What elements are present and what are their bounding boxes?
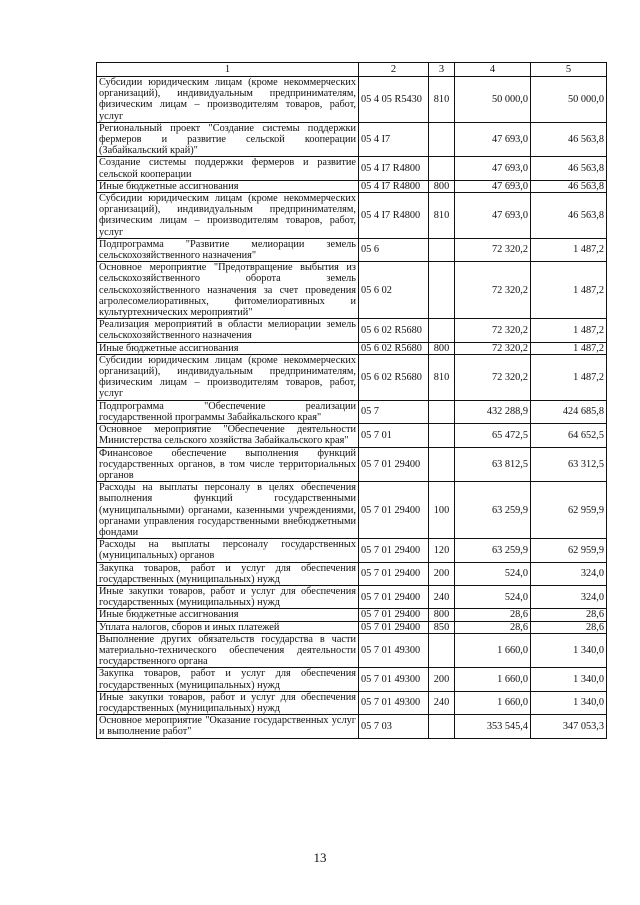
row-amount-col4-cell: 524,0 xyxy=(455,562,531,585)
row-name-cell: Закупка товаров, работ и услуг для обеспечения государственных (муниципальных) нужд xyxy=(97,668,359,691)
table-row xyxy=(97,319,607,342)
row-code-cell: 05 6 xyxy=(359,238,429,261)
row-name-cell: Создание системы поддержки фермеров и развитие сельской кооперации xyxy=(97,157,359,180)
table-header-row xyxy=(97,63,607,77)
row-amount-col4-cell: 47 693,0 xyxy=(455,180,531,192)
header-col-4: 4 xyxy=(455,63,531,77)
row-name-cell: Выполнение других обязательств государства в части материально-технического обеспечения деятельности государственного органа xyxy=(97,633,359,668)
row-expense-type-cell: 240 xyxy=(429,585,455,608)
row-amount-col4-cell: 72 320,2 xyxy=(455,238,531,261)
row-amount-col4-cell: 72 320,2 xyxy=(455,319,531,342)
row-name-cell: Расходы на выплаты персоналу в целях обеспечения выполнения функций государственными (муниципальными) органами, казенными учреждениями, органами управления государственными внебюджетными фондами xyxy=(97,482,359,539)
row-expense-type-cell: 240 xyxy=(429,691,455,714)
row-amount-col5-cell: 1 487,2 xyxy=(531,319,607,342)
row-code-cell: 05 7 03 xyxy=(359,715,429,738)
row-amount-col4-cell: 47 693,0 xyxy=(455,193,531,239)
row-amount-col4-cell: 28,6 xyxy=(455,621,531,633)
row-code-cell: 05 7 01 29400 xyxy=(359,447,429,482)
row-amount-col5-cell: 62 959,9 xyxy=(531,482,607,539)
row-amount-col5-cell: 28,6 xyxy=(531,609,607,621)
row-name-cell: Подпрограмма "Обеспечение реализации государственной программы Забайкальского края" xyxy=(97,400,359,423)
row-amount-col4-cell: 72 320,2 xyxy=(455,354,531,400)
row-expense-type-cell: 810 xyxy=(429,354,455,400)
row-amount-col4-cell: 28,6 xyxy=(455,609,531,621)
row-code-cell: 05 7 01 29400 xyxy=(359,482,429,539)
table-row xyxy=(97,668,607,691)
row-amount-col4-cell: 63 259,9 xyxy=(455,482,531,539)
row-expense-type-cell xyxy=(429,424,455,447)
row-code-cell: 05 7 01 29400 xyxy=(359,621,429,633)
row-amount-col5-cell: 424 685,8 xyxy=(531,400,607,423)
row-amount-col5-cell: 64 652,5 xyxy=(531,424,607,447)
row-amount-col5-cell: 1 487,2 xyxy=(531,342,607,354)
row-amount-col5-cell: 347 053,3 xyxy=(531,715,607,738)
header-col-3: 3 xyxy=(429,63,455,77)
row-code-cell: 05 6 02 R5680 xyxy=(359,319,429,342)
table-body xyxy=(97,77,607,739)
row-name-cell: Основное мероприятие "Предотвращение выбытия из сельскохозяйственного оборота земель сельскохозяйственного назначения за счет проведения агролесомелиоративных, фитомелиоративных и культуртехнических мероприятий" xyxy=(97,262,359,319)
table-row xyxy=(97,447,607,482)
row-code-cell: 05 7 01 29400 xyxy=(359,609,429,621)
row-expense-type-cell xyxy=(429,157,455,180)
header-col-1: 1 xyxy=(97,63,359,77)
table-row xyxy=(97,354,607,400)
table-row xyxy=(97,400,607,423)
row-name-cell: Иные бюджетные ассигнования xyxy=(97,342,359,354)
row-expense-type-cell: 800 xyxy=(429,609,455,621)
row-expense-type-cell xyxy=(429,262,455,319)
row-name-cell: Закупка товаров, работ и услуг для обеспечения государственных (муниципальных) нужд xyxy=(97,562,359,585)
table-row xyxy=(97,77,607,123)
row-code-cell: 05 7 01 49300 xyxy=(359,668,429,691)
row-expense-type-cell xyxy=(429,400,455,423)
row-amount-col4-cell: 47 693,0 xyxy=(455,122,531,157)
table-row xyxy=(97,262,607,319)
row-code-cell: 05 7 01 29400 xyxy=(359,562,429,585)
row-name-cell: Субсидии юридическим лицам (кроме некоммерческих организаций), индивидуальным предпринимателям, физическим лицам – производителям товаров, работ, услуг xyxy=(97,354,359,400)
row-amount-col5-cell: 46 563,8 xyxy=(531,157,607,180)
row-expense-type-cell: 810 xyxy=(429,193,455,239)
row-expense-type-cell: 800 xyxy=(429,342,455,354)
row-amount-col4-cell: 432 288,9 xyxy=(455,400,531,423)
row-name-cell: Субсидии юридическим лицам (кроме некоммерческих организаций), индивидуальным предпринимателям, физическим лицам – производителям товаров, работ, услуг xyxy=(97,77,359,123)
row-name-cell: Иные бюджетные ассигнования xyxy=(97,609,359,621)
header-col-2: 2 xyxy=(359,63,429,77)
row-amount-col5-cell: 1 340,0 xyxy=(531,668,607,691)
row-amount-col5-cell: 50 000,0 xyxy=(531,77,607,123)
row-amount-col4-cell: 63 812,5 xyxy=(455,447,531,482)
table-row xyxy=(97,424,607,447)
row-code-cell: 05 7 01 49300 xyxy=(359,633,429,668)
row-amount-col5-cell: 46 563,8 xyxy=(531,180,607,192)
row-code-cell: 05 7 01 49300 xyxy=(359,691,429,714)
row-amount-col4-cell: 63 259,9 xyxy=(455,539,531,562)
table-row xyxy=(97,482,607,539)
row-code-cell: 05 6 02 R5680 xyxy=(359,342,429,354)
table-row xyxy=(97,691,607,714)
page-number: 13 xyxy=(313,850,327,865)
row-name-cell: Основное мероприятие "Оказание государственных услуг и выполнение работ" xyxy=(97,715,359,738)
table-row xyxy=(97,633,607,668)
table-row xyxy=(97,621,607,633)
row-expense-type-cell: 850 xyxy=(429,621,455,633)
row-amount-col5-cell: 1 487,2 xyxy=(531,262,607,319)
table-row xyxy=(97,157,607,180)
table-row xyxy=(97,715,607,738)
row-name-cell: Иные закупки товаров, работ и услуг для обеспечения государственных (муниципальных) нужд xyxy=(97,691,359,714)
table-row xyxy=(97,585,607,608)
row-amount-col4-cell: 65 472,5 xyxy=(455,424,531,447)
row-name-cell: Региональный проект "Создание системы поддержки фермеров и развитие сельской кооперации (Забайкальский край)" xyxy=(97,122,359,157)
row-expense-type-cell: 120 xyxy=(429,539,455,562)
row-amount-col5-cell: 1 487,2 xyxy=(531,238,607,261)
row-name-cell: Субсидии юридическим лицам (кроме некоммерческих организаций), индивидуальным предпринимателям, физическим лицам – производителям товаров, работ, услуг xyxy=(97,193,359,239)
row-code-cell: 05 7 01 29400 xyxy=(359,585,429,608)
row-amount-col4-cell: 1 660,0 xyxy=(455,691,531,714)
table-row xyxy=(97,609,607,621)
row-amount-col5-cell: 46 563,8 xyxy=(531,122,607,157)
table-row xyxy=(97,238,607,261)
row-name-cell: Основное мероприятие "Обеспечение деятельности Министерства сельского хозяйства Забайкальского края" xyxy=(97,424,359,447)
row-expense-type-cell xyxy=(429,447,455,482)
row-amount-col5-cell: 63 312,5 xyxy=(531,447,607,482)
row-expense-type-cell: 800 xyxy=(429,180,455,192)
row-amount-col5-cell: 46 563,8 xyxy=(531,193,607,239)
row-code-cell: 05 6 02 R5680 xyxy=(359,354,429,400)
row-amount-col4-cell: 1 660,0 xyxy=(455,633,531,668)
row-code-cell: 05 4 I7 xyxy=(359,122,429,157)
header-col-5: 5 xyxy=(531,63,607,77)
row-expense-type-cell xyxy=(429,319,455,342)
row-expense-type-cell: 100 xyxy=(429,482,455,539)
row-expense-type-cell xyxy=(429,122,455,157)
table-row xyxy=(97,180,607,192)
row-expense-type-cell: 200 xyxy=(429,668,455,691)
table-row xyxy=(97,193,607,239)
row-name-cell: Иные бюджетные ассигнования xyxy=(97,180,359,192)
row-code-cell: 05 6 02 xyxy=(359,262,429,319)
row-code-cell: 05 4 I7 R4800 xyxy=(359,180,429,192)
row-amount-col4-cell: 72 320,2 xyxy=(455,262,531,319)
row-name-cell: Подпрограмма "Развитие мелиорации земель сельскохозяйственного назначения" xyxy=(97,238,359,261)
row-amount-col5-cell: 324,0 xyxy=(531,562,607,585)
row-expense-type-cell: 200 xyxy=(429,562,455,585)
row-amount-col5-cell: 1 487,2 xyxy=(531,354,607,400)
row-expense-type-cell xyxy=(429,238,455,261)
row-code-cell: 05 4 I7 R4800 xyxy=(359,193,429,239)
row-code-cell: 05 7 01 xyxy=(359,424,429,447)
row-code-cell: 05 7 01 29400 xyxy=(359,539,429,562)
row-amount-col5-cell: 1 340,0 xyxy=(531,633,607,668)
row-expense-type-cell xyxy=(429,633,455,668)
row-amount-col4-cell: 47 693,0 xyxy=(455,157,531,180)
row-amount-col4-cell: 72 320,2 xyxy=(455,342,531,354)
row-code-cell: 05 4 I7 R4800 xyxy=(359,157,429,180)
row-amount-col5-cell: 1 340,0 xyxy=(531,691,607,714)
row-amount-col5-cell: 62 959,9 xyxy=(531,539,607,562)
row-amount-col4-cell: 353 545,4 xyxy=(455,715,531,738)
budget-table xyxy=(96,62,607,739)
row-amount-col5-cell: 324,0 xyxy=(531,585,607,608)
row-name-cell: Иные закупки товаров, работ и услуг для обеспечения государственных (муниципальных) нужд xyxy=(97,585,359,608)
table-row xyxy=(97,342,607,354)
row-amount-col4-cell: 50 000,0 xyxy=(455,77,531,123)
row-expense-type-cell xyxy=(429,715,455,738)
row-name-cell: Реализация мероприятий в области мелиорации земель сельскохозяйственного назначения xyxy=(97,319,359,342)
table-row xyxy=(97,122,607,157)
table-row xyxy=(97,539,607,562)
row-name-cell: Уплата налогов, сборов и иных платежей xyxy=(97,621,359,633)
row-name-cell: Расходы на выплаты персоналу государственных (муниципальных) органов xyxy=(97,539,359,562)
row-amount-col5-cell: 28,6 xyxy=(531,621,607,633)
table-row xyxy=(97,562,607,585)
row-expense-type-cell: 810 xyxy=(429,77,455,123)
row-amount-col4-cell: 524,0 xyxy=(455,585,531,608)
row-name-cell: Финансовое обеспечение выполнения функций государственных органов, в том числе территориальных органов xyxy=(97,447,359,482)
row-code-cell: 05 7 xyxy=(359,400,429,423)
row-code-cell: 05 4 05 R5430 xyxy=(359,77,429,123)
row-amount-col4-cell: 1 660,0 xyxy=(455,668,531,691)
